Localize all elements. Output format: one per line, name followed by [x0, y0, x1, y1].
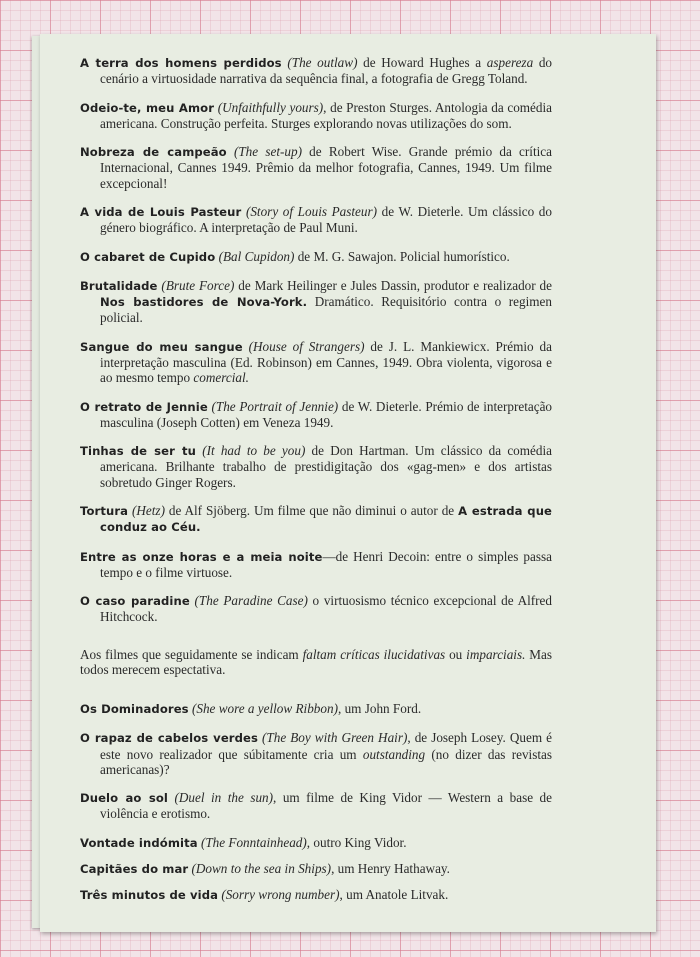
- film-entry: [80, 503, 552, 535]
- original-title: (It had to be you): [202, 443, 306, 459]
- film-description: , de Preston Sturges. Antologia da comédia americana. Construção perfeita. Sturges explorando novas utilizações do som.: [100, 99, 553, 131]
- film-title: Entre as onze horas e a meia noite: [80, 549, 323, 564]
- film-entry: [80, 249, 552, 265]
- film-entry: [80, 549, 552, 580]
- film-description: , um Anatole Litvak.: [339, 887, 449, 903]
- original-title: (Duel in the sun): [174, 790, 274, 806]
- intro-text: Aos filmes que seguidamente se indicam: [80, 646, 303, 662]
- film-title: A vida de Louis Pasteur: [80, 204, 242, 219]
- emphasis-text: aspereza: [486, 55, 534, 70]
- original-title: (Sorry wrong number): [221, 887, 340, 903]
- film-description: de W. Dieterle. Um clássico do género biográfico. A interpretação de Paul Muni.: [100, 203, 552, 236]
- film-entry: [80, 593, 552, 624]
- film-description: , outro King Vidor.: [306, 834, 407, 850]
- film-title: Tortura: [80, 503, 129, 518]
- original-title: (The Fonntainhead): [200, 834, 307, 850]
- original-title: (The set-up): [233, 144, 302, 160]
- film-entry: [80, 399, 552, 430]
- film-entry: [80, 204, 552, 235]
- film-entry: [80, 835, 552, 851]
- film-title: O cabaret de Cupido: [80, 249, 216, 264]
- original-title: (She wore a yellow Ribbon): [191, 700, 338, 716]
- film-description: , de Joseph Losey. Quem é este novo realizador que súbitamente cria um: [100, 730, 552, 762]
- film-title: A terra dos homens perdidos: [80, 56, 282, 70]
- film-title: Sangue do meu sangue: [80, 339, 243, 354]
- original-title: (Hetz): [132, 502, 165, 518]
- film-title: Os Dominadores: [80, 701, 189, 716]
- original-title: (The Paradine Case): [194, 593, 308, 609]
- film-description: de Robert Wise. Grande prémio da crítica Internacional, Cannes 1949. Prêmio da melhor fotografia, Cannes, 1949. Um filme excepcional!: [100, 144, 552, 191]
- film-title: Duelo ao sol: [80, 791, 168, 806]
- film-description: de J. L. Mankiewicx. Prémio da interpretação masculina (Ed. Robinson) em Cannes, 1949. Obra violenta, vigorosa e ao mesmo tempo: [100, 338, 552, 386]
- original-title: (Down to the sea in Ships): [191, 860, 332, 876]
- film-entry: [80, 55, 552, 86]
- film-description: , um John Ford.: [337, 700, 422, 716]
- film-description: , um filme de King Vidor — Western a base de violência e erotismo.: [100, 790, 553, 822]
- original-title: (Story of Louis Pasteur): [245, 203, 378, 219]
- original-title: (Bal Cupidon): [218, 248, 295, 264]
- film-title: O rapaz de cabelos verdes: [80, 731, 258, 746]
- film-entry: [80, 861, 552, 877]
- original-title: (Brute Force): [161, 277, 235, 293]
- film-description: de Don Hartman. Um clássico da comédia americana. Brilhante trabalho de prestidigitação dos «gag-men» e dos artistas sobretudo Ginger Rogers.: [100, 443, 553, 490]
- film-entry: [80, 790, 552, 821]
- film-description: (no dizer das revistas americanas)?: [100, 746, 552, 777]
- film-description: de M. G. Sawajon. Policial humorístico.: [294, 248, 510, 264]
- film-title: Tinhas de ser tu: [80, 444, 196, 459]
- film-title: O caso paradine: [80, 594, 190, 609]
- film-entry: [80, 443, 552, 490]
- film-title: Brutalidade: [80, 278, 158, 293]
- film-entry: [80, 144, 552, 191]
- film-title: Odeio-te, meu Amor: [80, 100, 215, 115]
- original-title: (House of Strangers): [248, 338, 365, 354]
- film-title: Vontade indómita: [80, 835, 198, 850]
- original-title: (Unfaithfully yours): [217, 99, 324, 115]
- film-entry: [80, 701, 552, 717]
- original-title: (The Boy with Green Hair): [262, 730, 408, 746]
- film-title: Nobreza de campeão: [80, 145, 227, 160]
- original-title: (The Portrait of Jennie): [211, 398, 339, 414]
- film-entry: [80, 100, 552, 131]
- emphasis-text: outstanding: [362, 746, 426, 762]
- intro-text: Mas todos merecem espectativa.: [80, 646, 553, 677]
- film-description: de Mark Heilinger e Jules Dassin, produtor e realizador de: [234, 277, 553, 293]
- referenced-film-title: A estrada que conduz ao Céu.: [100, 503, 553, 535]
- film-entry: [80, 339, 552, 386]
- film-title: O retrato de Jennie: [80, 399, 208, 414]
- film-description: Dramático. Requisitório contra o regimen policial.: [100, 294, 552, 326]
- film-title: Três minutos de vida: [80, 888, 219, 903]
- film-entry: [80, 887, 552, 903]
- referenced-film-title: Nos bastidores de Nova-York.: [100, 295, 308, 310]
- film-description: o virtuosismo técnico excepcional de Alfred Hitchcock.: [100, 593, 552, 625]
- film-list: [80, 55, 552, 913]
- film-description: de Howard Hughes a: [357, 55, 487, 70]
- intro-text: ou: [445, 646, 467, 662]
- emphasis-text: faltam críticas ilucidativas: [302, 646, 446, 662]
- film-entry: [80, 278, 552, 326]
- film-entry: [80, 730, 552, 777]
- original-title: (The outlaw): [287, 55, 358, 70]
- film-description: de W. Dieterle. Prémio de interpretação masculina (Joseph Cotten) em Veneza 1949.: [100, 398, 553, 430]
- film-description: , um Henry Hathaway.: [331, 860, 450, 876]
- film-title: Capitães do mar: [80, 861, 189, 876]
- emphasis-text: comercial.: [193, 370, 249, 386]
- film-description: —de Henri Decoin: entre o simples passa tempo e o filme virtuose.: [100, 548, 552, 580]
- emphasis-text: imparciais.: [466, 646, 526, 662]
- film-description: do cenário a virtuosidade narrativa da sequência final, a fotografia de Gregg Toland.: [100, 55, 553, 87]
- intro-paragraph: [80, 647, 552, 677]
- film-description: de Alf Sjöberg. Um filme que não diminui o autor de: [164, 502, 459, 518]
